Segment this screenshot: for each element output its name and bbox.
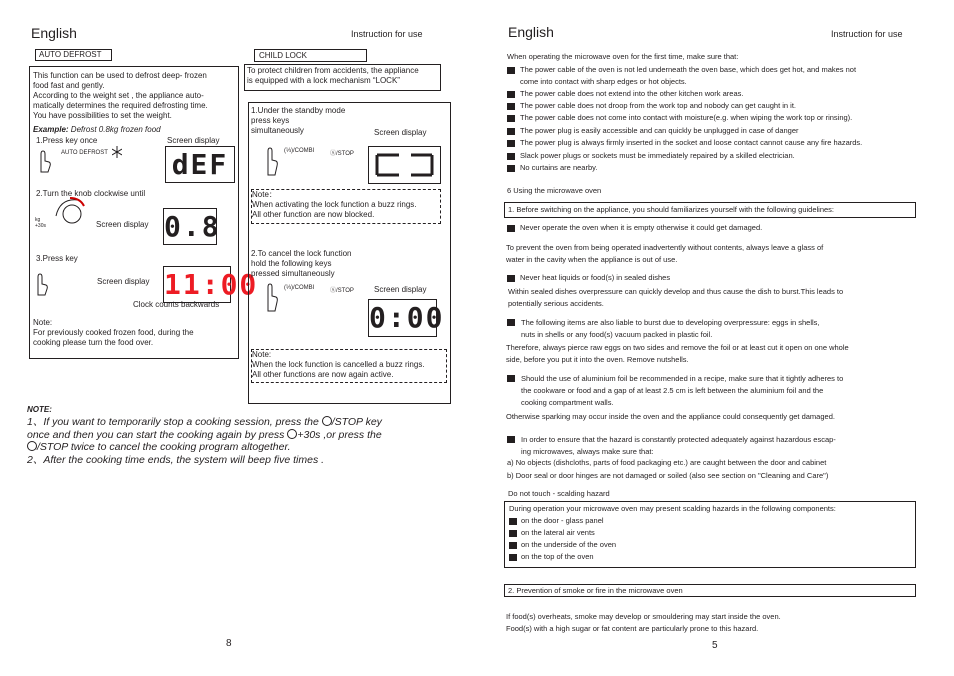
right-page-number: 5 [712,640,718,651]
step2-label: 2.Turn the knob clockwise until [36,189,146,198]
paragraph-line: Should the use of aluminium foil be recommended in a recipe, make sure that it tightly adheres to [521,374,844,383]
prevent-paragraph [506,242,926,266]
knob-labels [35,217,46,229]
paragraph-line: the cookware or food and a gap of at least 2.5 cm is left between the aluminium foil and the [521,386,824,395]
auto-defrost-box [29,66,259,359]
hand-press-icon [36,150,52,174]
lock-step2 [251,249,352,279]
paragraph-line: The following items are also liable to burst due to developing overpressure: eggs in shells, [521,318,820,327]
child-lock-intro-line: To protect children from accidents, the appliance [247,66,419,75]
hand-press-icon [263,147,279,177]
smoke-box: 2. Prevention of smoke or fire in the microwave oven [504,584,916,597]
desc-line: food fast and gently. [33,81,105,90]
paragraph-line: To prevent the oven from being operated inadvertently without contents, always leave a glass of [506,243,824,252]
step-line: 2.To cancel the lock function [251,249,352,258]
child-lock-box [248,102,451,404]
bullet-square-icon [507,275,515,282]
right-page-instruction-label: Instruction for use [831,29,903,39]
sparking-text: Otherwise sparking may occur inside the oven and the appliance could consequently get damaged. [506,412,835,421]
bullet-square-icon [509,530,517,537]
step-line: press keys [251,116,290,125]
note-line: Note： [252,190,277,199]
section-6-heading: 6 Using the microwave oven [507,186,602,195]
bullet-text: The power plug is always firmly inserted in the socket and loose contact cannot cause any fire hazards. [520,138,863,147]
note-line-1 [27,416,437,429]
desc-line: matically determines the required defrosting time. [33,101,208,110]
stop-icon [322,416,332,426]
note-line: All other function are now blocked. [252,210,375,219]
note-title: Note: [33,318,53,327]
guideline-box: 1. Before switching on the appliance, you should familiarizes yourself with the following guidelines: [504,202,916,218]
note-title: NOTE: [27,405,52,414]
bullet-square-icon [509,518,517,525]
bullet-square-icon [507,165,515,172]
bullet-square-icon [507,140,515,147]
bullet-square-icon [507,128,515,135]
auto-defrost-note [33,318,238,348]
child-lock-intro-box [244,64,441,91]
step1-screen-label: Screen display [167,136,220,145]
step3-label: 3.Press key [36,254,78,263]
note-text: 1、If you want to temporarily stop a cooking session, press the [27,416,319,428]
scald-box [504,501,916,568]
paragraph-line: cooking compartment walls. [521,398,614,407]
unlock-display [368,299,445,337]
paragraph-line: potentially serious accidents. [508,299,604,308]
paragraph-line: In order to ensure that the hazard is constantly protected adequately against hazardous escap- [521,435,836,444]
note-body [27,416,437,466]
note-line: All other functions are now again active. [252,370,394,379]
overpressure-paragraph [508,286,928,310]
paragraph-line: ing microwaves, always make sure that: [521,447,654,456]
stop-key[interactable]: Ⓢ/STOP [330,151,354,157]
bullet-text: on the underside of the oven [521,540,617,549]
note-line-2 [27,429,437,442]
lock-display [368,146,441,184]
bullet-text: come into contact with sharp edges or hot objects. [520,77,687,86]
overheat-paragraph [506,611,926,635]
hazard-b: b) Door seal or door hinges are not damaged or soiled (also see section on "Cleaning and Care") [507,471,829,480]
paragraph-line: Within sealed dishes overpressure can quickly develop and thus cause the dish to burst.This leads to [508,287,844,296]
bullet-square-icon [507,225,515,232]
bullet-square-icon [507,115,515,122]
clock-counts-label: Clock counts backwards [133,300,220,309]
hand-press-icon [263,283,279,313]
note-line: When the lock function is cancelled a buzz rings. [252,360,425,369]
example-label: Example: [33,125,69,134]
hand-press-icon [33,273,49,297]
intro-text: When operating the microwave oven for the first time, make sure that: [507,52,739,61]
bullet-square-icon [507,436,515,443]
knob-30s-label: +30s [35,223,46,229]
following-item [507,317,927,341]
desc-line: According to the weight set , the appliance auto- [33,91,204,100]
bullet-text: The power cable of the oven is not led underneath the oven base, which does get hot, and makes not [520,65,857,74]
stop-icon [27,441,37,451]
bullet-text: The power cable does not extend into the other kitchen work areas. [520,89,744,98]
bullet-square-icon [509,542,517,549]
lock-screen1-label: Screen display [374,128,427,137]
bullet-square-icon [507,103,515,110]
desc-line: This function can be used to defrost deep- frozen [33,71,207,80]
paragraph-line: If food(s) overheats, smoke may develop or smouldering may start inside the oven. [506,612,781,621]
lock-display-segments [369,147,440,183]
hazard-a: a) No objects (dishcloths, parts of food packaging etc.) are caught between the door and cabinet [507,458,827,467]
step-line: hold the following keys [251,259,332,268]
paragraph-line: water in the cavity when the appliance is out of use. [506,255,678,264]
display-3 [163,266,259,303]
stop-key[interactable]: Ⓢ/STOP [330,288,354,294]
note-line: cooking please turn the food over. [33,338,154,347]
bullet-square-icon [507,153,515,160]
step1-label: 1.Press key once [36,136,98,145]
lock-step1 [251,106,345,136]
paragraph-line: Food(s) with a high sugar or fat content are particularly prone to this hazard. [506,624,759,633]
unlock-display-text: 0:00 [369,301,445,334]
step-line: simultaneously [251,126,304,135]
bullet-square-icon [507,319,515,326]
left-page-instruction-label: Instruction for use [351,29,423,39]
example-line [33,125,161,135]
lock-screen2-label: Screen display [374,285,427,294]
start-icon [287,429,297,439]
bullet-text: The power cable does not come into contact with moisture(e.g. when wiping the work top or rinsing). [520,113,853,122]
step-line: pressed simultaneously [251,269,335,278]
note-line: When activating the lock function a buzz rings. [252,200,417,209]
snowflake-icon [112,146,122,158]
bullet-text: Never operate the oven when it is empty otherwise it could get damaged. [520,223,763,232]
note-text: +30s ,or press the [297,428,382,441]
note-line-3 [27,441,437,454]
bullet-text: Never heat liquids or food(s) in sealed dishes [520,273,671,282]
scald-heading: Do not touch - scalding hazard [508,489,610,498]
left-page-number: 8 [226,638,232,649]
bullet-square-icon [507,91,515,98]
scald-intro: During operation your microwave oven may present scalding hazards in the following components: [509,504,836,513]
child-lock-intro-line: is equipped with a lock mechanism “LOCK” [247,76,400,85]
note-text: /STOP twice to cancel the cooking program altogether. [37,441,291,453]
left-page-language: English [31,25,77,41]
lock-note-2 [251,349,447,383]
example-text: Defrost 0.8kg frozen food [68,125,161,134]
auto-defrost-title: AUTO DEFROST [35,49,112,61]
bullet-text: No curtains are nearby. [520,163,598,172]
auto-defrost-description [33,71,238,121]
step2-screen-label: Screen display [96,220,149,229]
hazard-item [507,434,927,458]
bullet-text: on the top of the oven [521,552,594,561]
paragraph-line: Therefore, always pierce raw eggs on two sides and remove the foil or at least cut it open on one whole [506,343,849,352]
child-lock-title: CHILD LOCK [254,49,367,62]
combi-key[interactable]: (⅓)/COMBI [284,148,315,154]
note-text: once and then you can start the cooking again by press [27,428,285,441]
display-2 [163,208,221,245]
bullet-text: Slack power plugs or sockets must be immediately repaired by a skilled electrician. [520,151,795,160]
bullet-text: The power cable does not droop from the work top and nobody can get caught in it. [520,101,797,110]
paragraph-line: side, before you put it into the oven. Remove nutshells. [506,355,689,364]
display-1-text: dEF [171,148,229,181]
foil-item [507,373,927,409]
note-text: /STOP key [331,416,382,428]
auto-defrost-key[interactable]: AUTO DEFROST [61,150,108,156]
display-3-text: 11:00 [164,268,259,301]
display-2-text: 0.8 [164,210,221,243]
knob-icon[interactable] [50,194,90,224]
note-line: Note: [252,350,272,359]
combi-key[interactable]: (⅓)/COMBI [284,285,315,291]
bullet-square-icon [509,554,517,561]
bullet-text: on the lateral air vents [521,528,595,537]
bullet-text: on the door - glass panel [521,516,604,525]
therefore-paragraph [506,342,931,366]
step-line: 1.Under the standby mode [251,106,346,115]
display-1 [165,146,235,183]
step3-screen-label: Screen display [97,277,150,286]
bullet-square-icon [507,67,515,74]
bullet-square-icon [507,375,515,382]
knob-kg-label: kg [35,217,41,223]
right-page-language: English [508,24,554,40]
bullet-text: The power plug is easily accessible and can quickly be unplugged in case of danger [520,126,799,135]
note-line: For previously cooked frozen food, during the [33,328,194,337]
note-line-4: 2、After the cooking time ends, the system will beep five times . [27,453,325,466]
paragraph-line: nuts in shells or any food(s) vacuum packed in plastic foil. [521,330,713,339]
desc-line: You have possibilities to set the weight. [33,111,172,120]
lock-note-1 [251,189,441,224]
